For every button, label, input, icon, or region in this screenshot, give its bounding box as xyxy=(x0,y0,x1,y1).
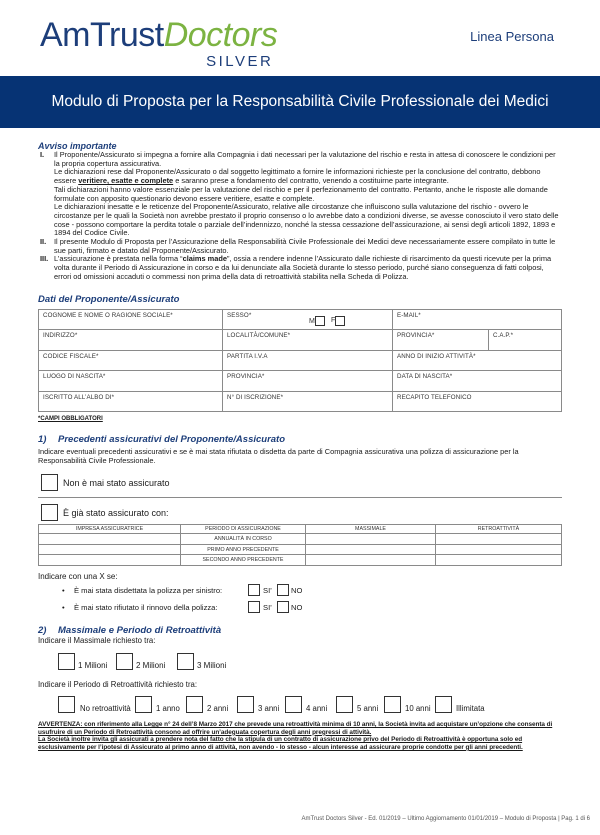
avviso-text: Il presente Modulo di Proposta per l’Assicurazione della Responsabilità Civile Professionale dei Medici deve necessariamente essere compilato in tutte le sue parti, firmato e datato dal Proponente/Assicurato. xyxy=(54,237,556,255)
field-label: N° DI ISCRIZIONE* xyxy=(227,393,284,401)
history-period[interactable]: PRIMO ANNO PRECEDENTE xyxy=(181,544,306,555)
massimale-1-checkbox[interactable] xyxy=(58,653,75,670)
avviso-title: Avviso importante xyxy=(38,141,117,151)
avviso-num: II. xyxy=(40,237,47,247)
history-header: IMPRESA ASSICURATRICE xyxy=(39,525,181,534)
bullet-icon: • xyxy=(62,585,65,595)
no-label: NO xyxy=(291,602,303,612)
field-indirizzo[interactable] xyxy=(39,330,223,351)
dati-form-table xyxy=(38,309,562,413)
dati-title: Dati del Proponente/Assicurato xyxy=(38,293,180,305)
field-codice-fiscale[interactable] xyxy=(39,350,223,371)
history-header: RETROATTIVITÀ xyxy=(436,525,562,534)
sesso-m-label: M xyxy=(309,317,315,325)
history-cell[interactable] xyxy=(39,544,181,555)
field-label: PARTITA I.V.A xyxy=(227,352,268,360)
field-label: PROVINCIA* xyxy=(227,373,265,381)
field-data-nascita[interactable] xyxy=(393,371,562,392)
section-1-intro: Indicare eventuali precedenti assicurativi e se è mai stata rifiutata o disdetta da parte di Compagnia assicurativa una polizza di assicurazione per la Responsabilità Civile Professionale. xyxy=(38,447,519,465)
no-label: NO xyxy=(291,585,303,595)
retro-none-checkbox[interactable] xyxy=(58,696,75,713)
massimale-label: 2 Milioni xyxy=(136,661,166,671)
avviso-text xyxy=(54,255,562,281)
field-label: PROVINCIA* xyxy=(397,332,435,340)
section-number: 2) xyxy=(38,624,47,636)
avviso-item-3 xyxy=(38,255,562,281)
avvertenza-text: AVVERTENZA: con riferimento alla Legge n° 24 dell’8 Marzo 2017 che prevede una retroattività minima di 10 anni, la Società invita ad acquistare un’opzione che consenta di usufruire di un Periodo di Retroattività consono ad offrire un’adeguata copertura degli anni pregressi di attività. xyxy=(38,721,553,736)
field-label: ISCRITTO ALL’ALBO DI* xyxy=(43,393,115,401)
avvertenza-text: La Società inoltre invita gli assicurati a prendere nota del fatto che la stipula di un contratto di assicurazione privo del Periodo di Retroattività è opportuna solo ed esclusivamente per l’ipotesi di Assicurato al primo anno di attività, non avendo - lo stesso - alcun interesse ad assicurare proprie condotte per gli anni precedenti. xyxy=(38,736,523,751)
field-cap[interactable] xyxy=(489,330,562,351)
linea-persona-label: Linea Persona xyxy=(470,29,554,44)
si-label: SI’ xyxy=(263,602,272,612)
page-header xyxy=(0,0,600,78)
field-partita-iva[interactable] xyxy=(223,350,393,371)
option-label: È già stato assicurato con: xyxy=(63,507,169,518)
field-luogo-nascita[interactable] xyxy=(39,371,223,392)
disdetta-si-checkbox[interactable] xyxy=(248,584,260,596)
history-cell[interactable] xyxy=(306,555,436,566)
field-cognome[interactable] xyxy=(39,309,223,330)
rifiuto-si-checkbox[interactable] xyxy=(248,601,260,613)
section-title-text: Precedenti assicurativi del Proponente/Assicurato xyxy=(58,434,286,446)
avviso-num: I. xyxy=(40,150,45,159)
field-label: SESSO* xyxy=(227,311,252,319)
avviso-num: III. xyxy=(40,254,49,264)
option-label: Non è mai stato assicurato xyxy=(63,477,170,488)
required-note: *CAMPI OBBLIGATORI xyxy=(38,416,103,423)
avvertenza-block xyxy=(38,721,562,751)
massimale-label: 3 Milioni xyxy=(197,661,227,671)
page-footer: AmTrust Doctors Silver - Ed. 01/2019 – Ultimo Aggiornamento 01/01/2019 – Modulo di Proposta | Pag. 1 di 6 xyxy=(301,816,590,822)
retro-label: Illimitata xyxy=(456,704,485,714)
massimale-label: 1 Milioni xyxy=(78,661,108,671)
section-2-title xyxy=(38,625,562,636)
field-iscritto-albo[interactable] xyxy=(39,391,223,412)
field-label: LOCALITÀ/COMUNE* xyxy=(227,332,291,340)
field-sesso xyxy=(223,309,393,330)
retro-2-checkbox[interactable] xyxy=(186,696,203,713)
field-label: DATA DI NASCITA* xyxy=(397,373,453,381)
divider xyxy=(38,497,562,498)
retro-label: 2 anni xyxy=(207,704,229,714)
field-label: INDIRIZZO* xyxy=(43,332,78,340)
history-cell[interactable] xyxy=(306,544,436,555)
indicate-x-label: Indicare con una X se: xyxy=(38,571,118,581)
field-label: CODICE FISCALE* xyxy=(43,352,99,360)
title-banner xyxy=(0,76,600,128)
massimale-intro: Indicare il Massimale richiesto tra: xyxy=(38,635,156,645)
avviso-text-part: L’assicurazione è prestata nella forma “ xyxy=(54,254,183,264)
option-gia-assicurato xyxy=(38,504,562,521)
logo-doctors: Doctors xyxy=(163,16,278,54)
q-disdetta-row xyxy=(38,584,562,597)
field-label: E-MAIL* xyxy=(397,311,421,319)
field-label: C.A.P.* xyxy=(493,332,514,340)
history-header: MASSIMALE xyxy=(306,525,436,534)
retro-5-checkbox[interactable] xyxy=(336,696,353,713)
field-label: ANNO DI INIZIO ATTIVITÀ* xyxy=(397,352,476,360)
field-provincia[interactable] xyxy=(393,330,489,351)
si-label: SI’ xyxy=(263,585,272,595)
history-cell[interactable] xyxy=(306,534,436,545)
avviso-text-part: Le dichiarazioni rese dal Proponente/Assicurato o dal soggetto legittimato a fornire le informazioni richieste per la conclusione del contratto, debbono essere xyxy=(54,167,541,186)
massimale-2-checkbox[interactable] xyxy=(116,653,133,670)
field-label: LUOGO DI NASCITA* xyxy=(43,373,106,381)
sesso-f-checkbox[interactable] xyxy=(335,316,345,326)
amtrust-doctors-logo xyxy=(40,16,278,70)
sesso-f-label: F xyxy=(330,317,336,325)
section-1-title xyxy=(38,434,562,445)
document-body xyxy=(38,141,562,751)
history-cell[interactable] xyxy=(39,555,181,566)
history-cell[interactable] xyxy=(436,555,562,566)
retro-label: 5 anni xyxy=(357,704,379,714)
massimale-3-checkbox[interactable] xyxy=(177,653,194,670)
history-table xyxy=(38,524,562,566)
document-title: Modulo di Proposta per la Responsabilità Civile Professionale dei Medici xyxy=(51,93,549,110)
retro-label: No retroattività xyxy=(80,704,131,714)
field-n-iscrizione[interactable] xyxy=(223,391,393,412)
avviso-emphasis: claims made xyxy=(182,254,227,264)
history-cell[interactable] xyxy=(436,544,562,555)
history-period[interactable]: ANNUALITÀ IN CORSO xyxy=(181,534,306,545)
sesso-m-checkbox[interactable] xyxy=(315,316,325,326)
retro-intro: Indicare il Periodo di Retroattività richiesto tra: xyxy=(38,680,198,690)
avviso-text-part: ”, ossia a rendere indenne l’Assicurato dalle richieste di risarcimento da questi ricevute per la prima volta durante il Periodo di Assicurazione in corso e da lui denunciate alla Società durante lo stesso periodo, purché siano conseguenza di fatti colposi, errori od omissioni accaduti o commessi non prima della data di retroattività stabilita nella Scheda di Polizza. xyxy=(54,254,552,281)
history-period[interactable]: SECONDO ANNO PRECEDENTE xyxy=(181,555,306,566)
logo-amtrust: AmTrust xyxy=(40,16,164,54)
avviso-item-1 xyxy=(38,151,562,238)
non-assicurato-checkbox[interactable] xyxy=(41,474,58,491)
retro-10-checkbox[interactable] xyxy=(384,696,401,713)
option-non-assicurato xyxy=(38,474,562,491)
massimale-options xyxy=(38,653,562,670)
field-email[interactable] xyxy=(393,309,562,330)
gia-assicurato-checkbox[interactable] xyxy=(41,504,58,521)
avviso-text-part: e saranno prese a fondamento del contratto, venendo a costituirne parte integrante. xyxy=(173,176,449,186)
question-label: È mai stato rifiutato il rinnovo della polizza: xyxy=(74,602,218,612)
avviso-emphasis: veritiere, esatte e complete xyxy=(78,176,174,186)
q-rifiuto-row xyxy=(38,601,562,614)
avviso-text: Tali dichiarazioni hanno valore essenziale per la valutazione del rischio e per il perfezionamento del contratto. Pertanto, anche le risposte alle domande formulate con apposito questionario devono essere veritiere, esatte e complete. xyxy=(54,184,548,203)
retro-label: 10 anni xyxy=(405,704,431,714)
history-header: PERIODO DI ASSICURAZIONE xyxy=(181,525,306,534)
avviso-text: Le dichiarazioni inesatte e le reticenze del Proponente/Assicurato, relative alle circostanze che influiscono sulla valutazione del rischio - ovvero le circostanze per le quali la Società non avrebbe prestato il proprio consenso o lo avrebbe dato a condizioni diverse, se avesse conosciuto il vero stato delle cose - possono comportare la perdita totale o parziale dell’indennizzo, nonché la stessa cessazione dell’assicurazione, ai sensi degli articoli 1892, 1893 e 1894 del Codice Civile. xyxy=(54,202,559,238)
avviso-text: Il Proponente/Assicurato si impegna a fornire alla Compagnia i dati necessari per la valutazione del rischio e resta in attesa di conoscere le condizioni per la propria copertura assicurativa. xyxy=(54,150,556,168)
field-provincia-nascita[interactable] xyxy=(223,371,393,392)
disdetta-no-checkbox[interactable] xyxy=(277,584,289,596)
field-label: COGNOME E NOME O RAGIONE SOCIALE* xyxy=(43,311,173,319)
section-title-text: Massimale e Periodo di Retroattività xyxy=(58,624,222,636)
field-localita[interactable] xyxy=(223,330,393,351)
retro-label: 3 anni xyxy=(258,704,280,714)
question-label: È mai stata disdettata la polizza per sinistro: xyxy=(74,585,223,595)
retro-options xyxy=(38,696,562,713)
rifiuto-no-checkbox[interactable] xyxy=(277,601,289,613)
history-cell[interactable] xyxy=(436,534,562,545)
retro-label: 4 anni xyxy=(306,704,328,714)
avviso-item-2 xyxy=(38,238,562,255)
retro-3-checkbox[interactable] xyxy=(237,696,254,713)
retro-1-checkbox[interactable] xyxy=(135,696,152,713)
field-label: RECAPITO TELEFONICO xyxy=(397,393,472,401)
avviso-text xyxy=(54,168,562,185)
logo-silver: SILVER xyxy=(206,53,274,70)
field-recapito[interactable] xyxy=(393,391,562,412)
retro-label: 1 anno xyxy=(156,704,180,714)
field-anno-inizio[interactable] xyxy=(393,350,562,371)
retro-4-checkbox[interactable] xyxy=(285,696,302,713)
bullet-icon: • xyxy=(62,602,65,612)
history-cell[interactable] xyxy=(39,534,181,545)
retro-illimitata-checkbox[interactable] xyxy=(435,696,452,713)
avviso-list xyxy=(38,151,562,282)
section-number: 1) xyxy=(38,434,47,446)
